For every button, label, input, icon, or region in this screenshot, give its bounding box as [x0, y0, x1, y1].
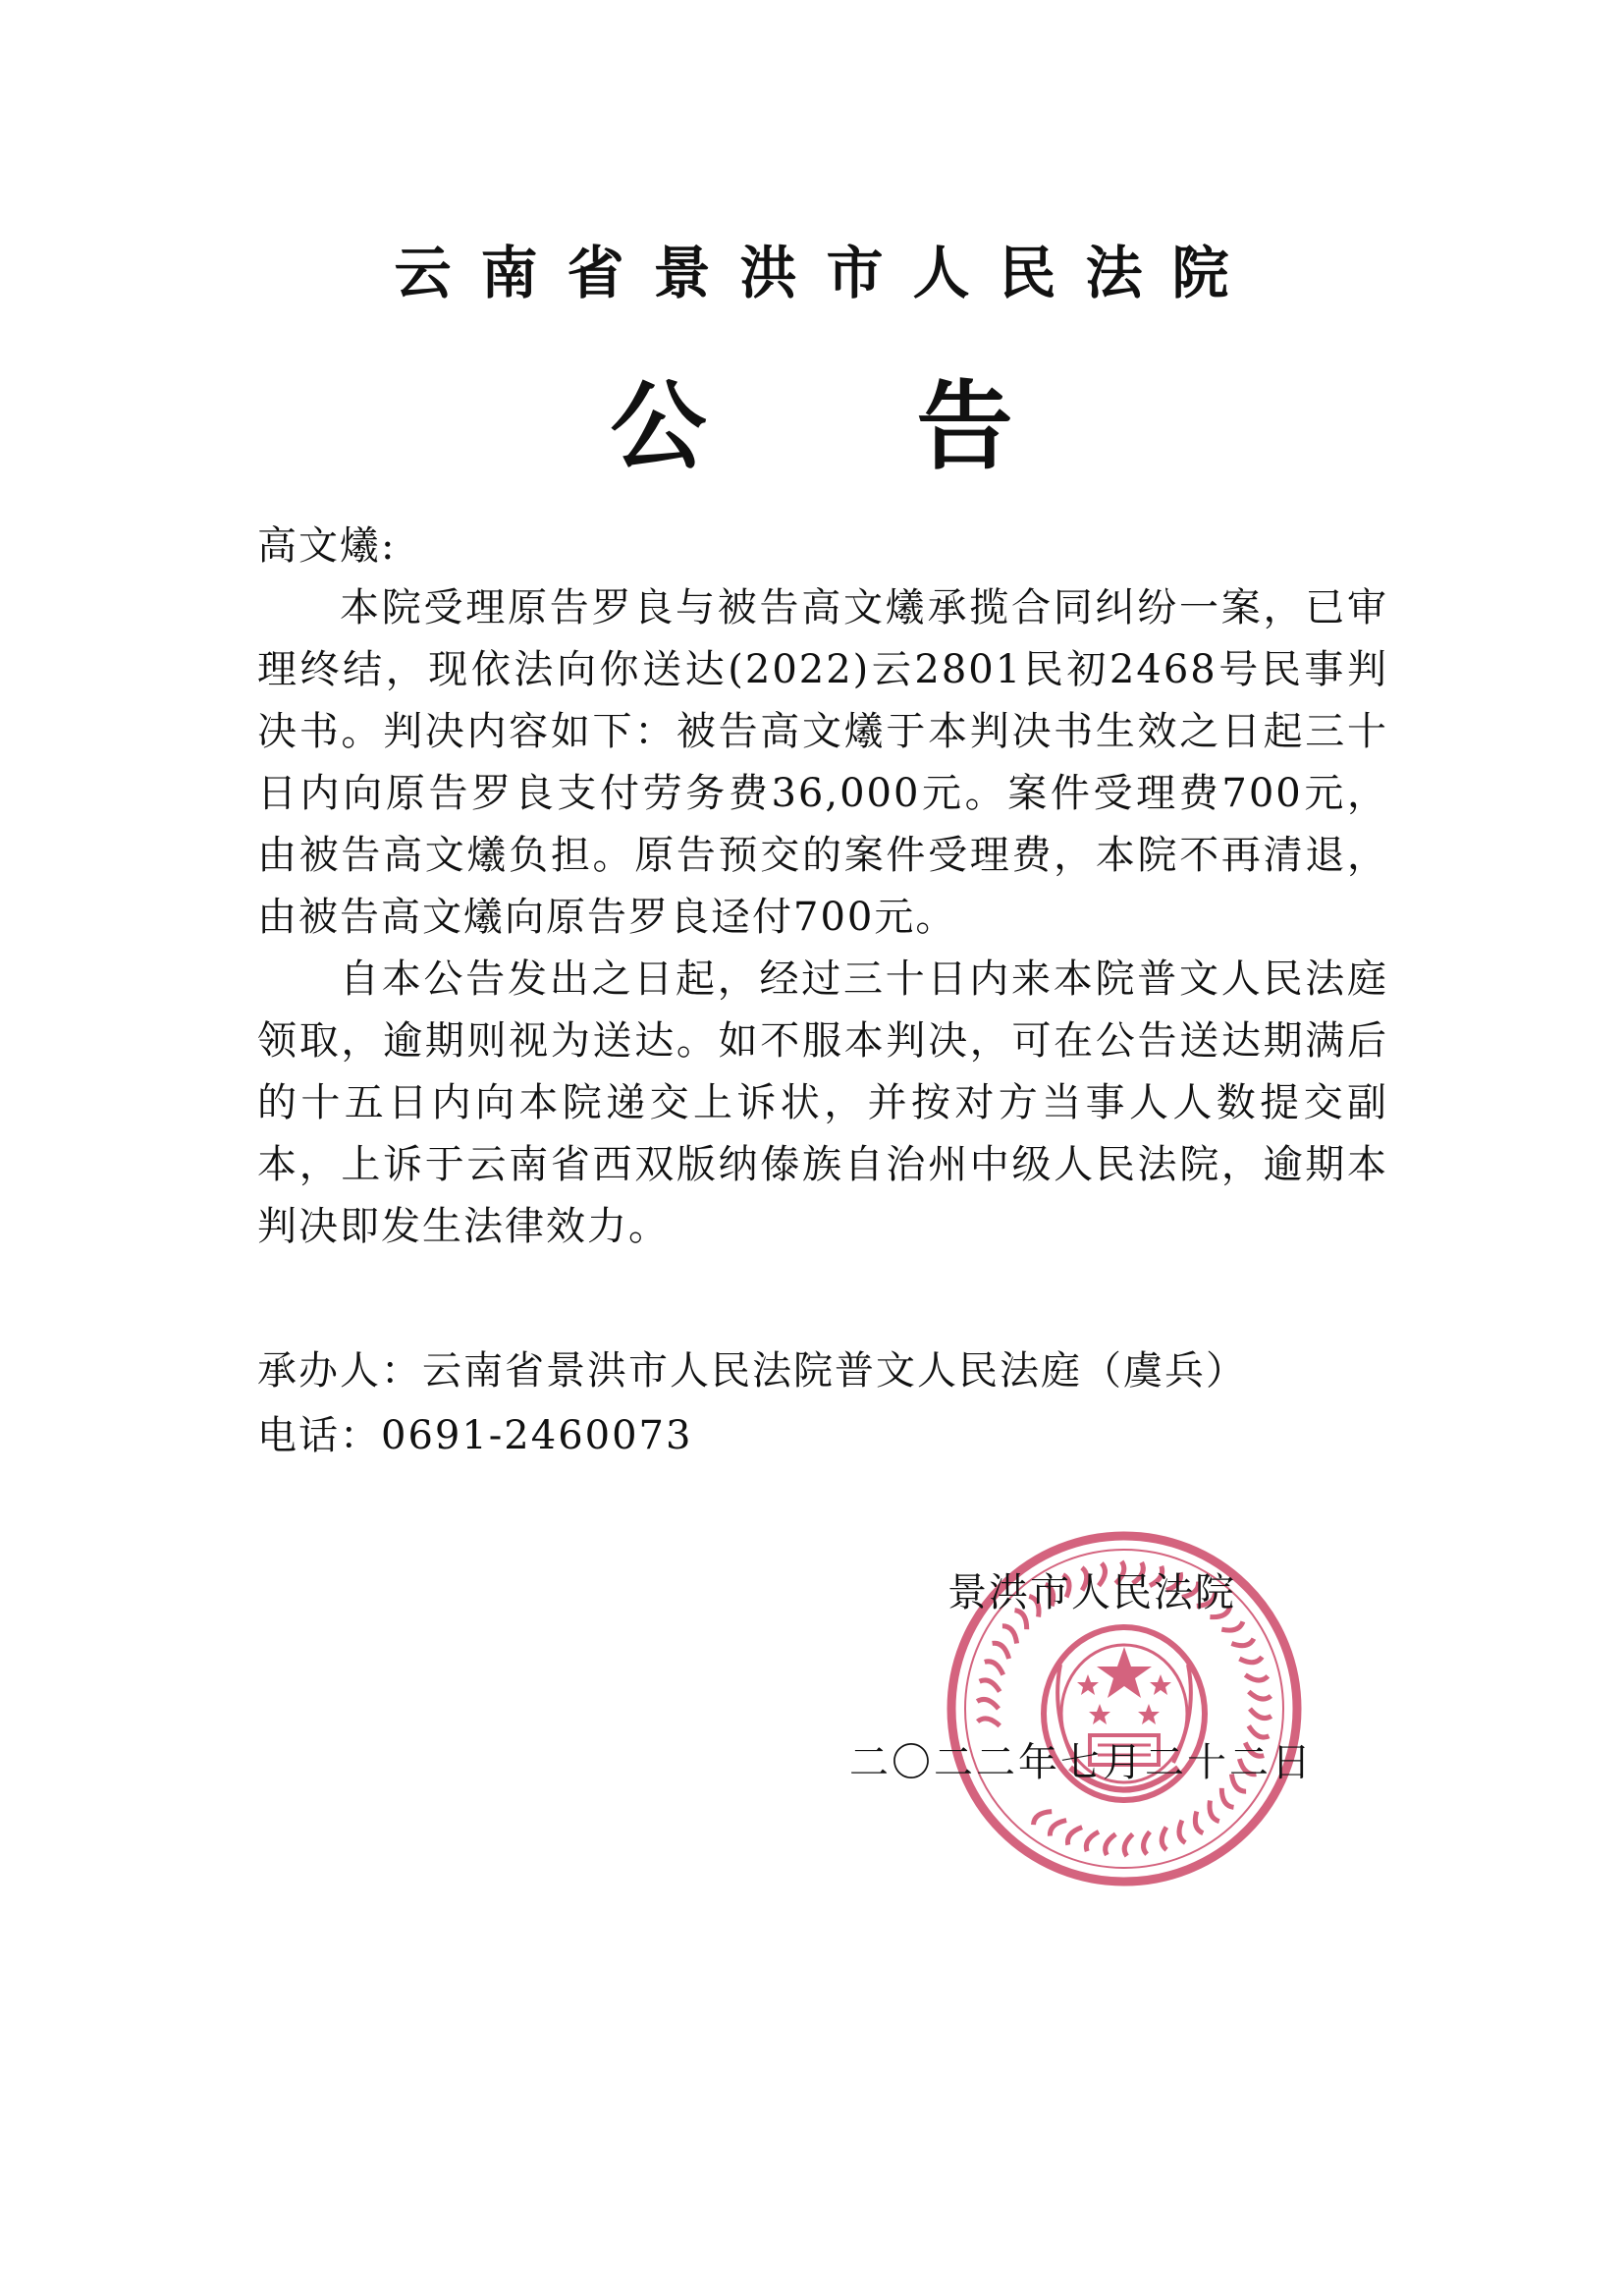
seal-ring-mark [1034, 1812, 1053, 1826]
seal-ring-mark [1086, 1831, 1099, 1851]
seal-ring-mark [1124, 1834, 1132, 1856]
seal-ring-mark [1179, 1821, 1185, 1843]
notice-title: 公 告 [610, 370, 1102, 483]
seal-ring-mark [1221, 1621, 1243, 1630]
seal-ring-mark [1050, 1821, 1066, 1836]
seal-ring-mark [980, 1680, 1001, 1692]
seal-ring-mark [1250, 1709, 1271, 1719]
instructions-paragraph: 自本公告发出之日起，经过三十日内来本院普文人民法庭领取，逾期则视为送达。如不服本判决，可在公告送达期满后的十五日内向本院递交上诉状，并按对方当事人人数提交副本，上诉于云南省西双版纳傣族自治州中级人民法院，逾期本判决即发生法律效力。 [257, 957, 1388, 1249]
seal-ring-mark [1249, 1692, 1271, 1699]
seal-ring-mark [1210, 1801, 1219, 1822]
handler-line: 承办人：云南省景洪市人民法院普文人民法庭（虞兵） [257, 1348, 1247, 1394]
seal-ring-mark [1106, 1834, 1116, 1855]
court-name-heading: 云南省景洪市人民法院 [394, 240, 1259, 306]
addressee: 高文爔: [257, 523, 397, 569]
seal-ring-mark [1144, 1831, 1150, 1854]
seal-ring-mark [1195, 1812, 1203, 1833]
seal-ring-mark [1162, 1828, 1166, 1850]
seal-ring-mark [1067, 1828, 1082, 1845]
seal-ring-mark [1002, 1626, 1017, 1644]
signature-court: 景洪市人民法院 [947, 1570, 1236, 1615]
seal-ring-mark [1245, 1675, 1268, 1681]
judgment-paragraph: 本院受理原告罗良与被告高文爔承揽合同纠纷一案，已审理终结，现依法向你送达(2022)云2801民初2468号民事判决书。判决内容如下：被告高文爔于本判决书生效之日起三十日内向原告罗良支付劳务费36,000元。案件受理费700元，由被告高文爔负担。原告预交的案件受理费，本院不再清退，由被告高文爔向原告罗良迳付700元。 [257, 585, 1388, 940]
seal-ring-mark [985, 1662, 1003, 1675]
seal-ring-mark [993, 1643, 1009, 1659]
seal-ring-mark [1231, 1639, 1254, 1646]
seal-ring-mark [978, 1719, 1001, 1725]
contact-block [257, 1339, 1435, 1468]
seal-ring-mark [977, 1699, 999, 1709]
seal-ring-mark [1239, 1657, 1262, 1663]
signature-date: 二〇二二年七月二十二日 [849, 1740, 1314, 1785]
phone-line: 电话：0691-2460073 [257, 1413, 693, 1458]
notice-body [257, 516, 1388, 1258]
